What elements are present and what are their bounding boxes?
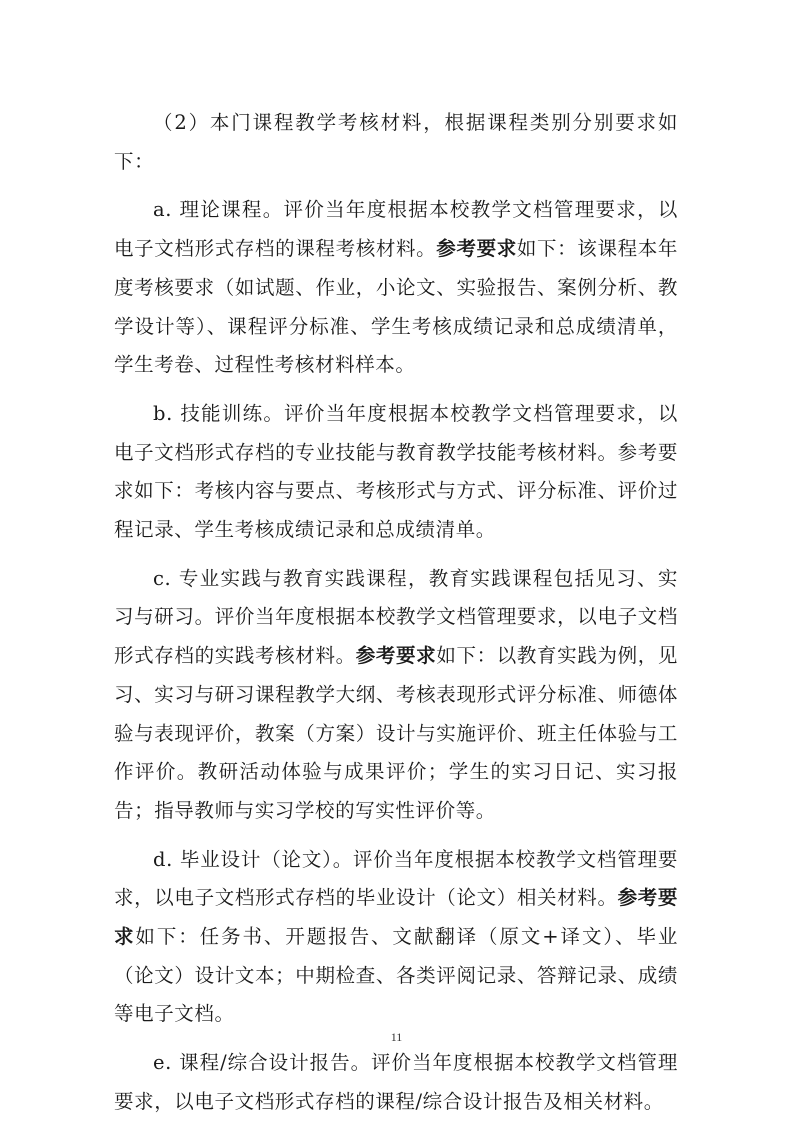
paragraph-text: （2）本门课程教学考核材料，根据课程类别分别要求如下： bbox=[114, 111, 678, 173]
paragraph-text: a. 理论课程。评价当年度根据本校教学文档管理要求，以电子文档形式存档的课程考核材料。 bbox=[114, 198, 678, 261]
paragraph-graduation-design bbox=[114, 841, 678, 1035]
paragraph-text: 如下：以教育实践为例，见习、实习与研习课程教学大纲、考核表现形式评分标准、师德体验与表现评价，教案（方案）设计与实施评价、班主任体验与工作评价。教研活动体验与成果评价；学生的实习日记、实习报告；指导教师与实习学校的写实性评价等。 bbox=[114, 644, 678, 822]
document-body bbox=[114, 104, 678, 1132]
page-number: 11 bbox=[390, 1030, 403, 1044]
paragraph-design-report bbox=[114, 1044, 678, 1121]
paragraph-text: 如下：该课程本年度考核要求（如试题、作业，小论文、实验报告、案例分析、教学设计等）、课程评分标准、学生考核成绩记录和总成绩清单，学生考卷、过程性考核材料样本。 bbox=[114, 237, 678, 377]
paragraph-text: 如下：任务书、开题报告、文献翻译（原文+译文）、毕业（论文）设计文本；中期检查、各类评阅记录、答辩记录、成绩等电子文档。 bbox=[114, 925, 678, 1026]
paragraph-text: b. 技能训练。评价当年度根据本校教学文档管理要求，以电子文档形式存档的专业技能与教育教学技能考核材料。参考要求如下：考核内容与要点、考核形式与方式、评分标准、评价过程记录、学生考核成绩记录和总成绩清单。 bbox=[114, 401, 678, 542]
reference-requirement-label: 参考要求 bbox=[355, 644, 437, 668]
paragraph-text: e. 课程/综合设计报告。评价当年度根据本校教学文档管理要求，以电子文档形式存档的课程/综合设计报告及相关材料。 bbox=[114, 1051, 678, 1113]
paragraph-practice-course bbox=[114, 560, 678, 831]
paragraph-theory-course bbox=[114, 191, 678, 385]
reference-requirement-label: 参考要求 bbox=[114, 886, 678, 949]
paragraph-text: c. 专业实践与教育实践课程，教育实践课程包括见习、实习与研习。评价当年度根据本校教学文档管理要求，以电子文档形式存档的实践考核材料。 bbox=[114, 566, 678, 668]
paragraph-course-assessment-intro bbox=[114, 104, 678, 181]
paragraph-skill-training bbox=[114, 395, 678, 550]
reference-requirement-label: 参考要求 bbox=[436, 237, 517, 261]
paragraph-text: d. 毕业设计（论文）。评价当年度根据本校教学文档管理要求，以电子文档形式存档的毕业设计（论文）相关材料。 bbox=[114, 847, 678, 910]
